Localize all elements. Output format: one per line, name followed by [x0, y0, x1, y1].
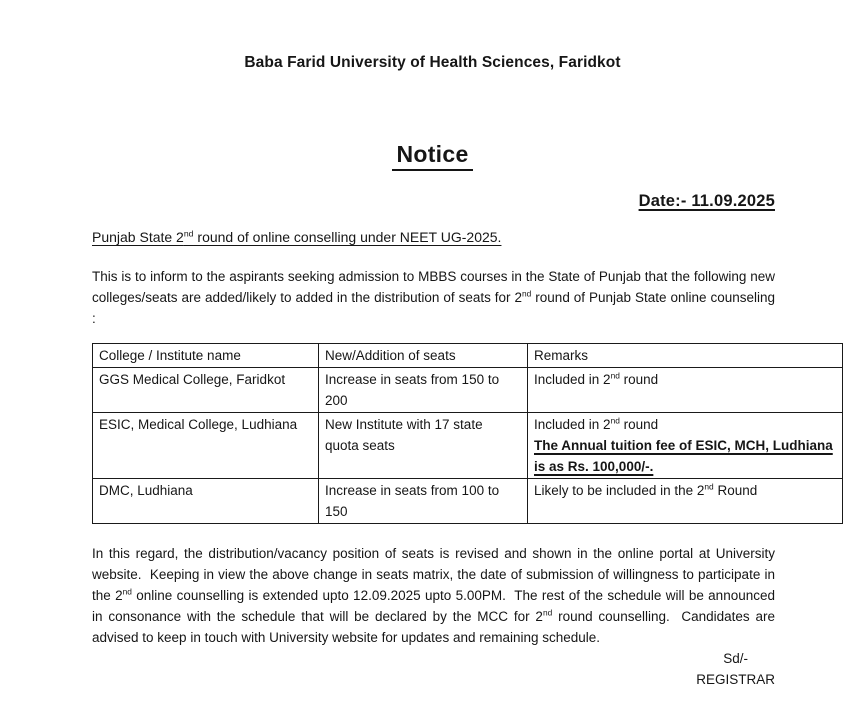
notice-date: Date:- 11.09.2025	[638, 192, 775, 210]
signature-block	[696, 648, 775, 690]
cell-college: GGS Medical College, Faridkot	[93, 368, 319, 413]
col-header-seats: New/Addition of seats	[319, 344, 528, 368]
university-title: Baba Farid University of Health Sciences, Faridkot	[244, 54, 621, 71]
date-row	[0, 192, 865, 211]
table-row	[93, 479, 843, 524]
notice-heading-row	[0, 141, 865, 171]
cell-seats: Increase in seats from 150 to 200	[319, 368, 528, 413]
notice-heading: Notice	[392, 141, 472, 171]
cell-remarks: Likely to be included in the 2nd Round	[528, 479, 843, 524]
col-header-remarks: Remarks	[528, 344, 843, 368]
seats-table	[92, 343, 843, 524]
closing-paragraph: In this regard, the distribution/vacancy position of seats is revised and shown in the online portal at University website. Keeping in view the above change in seats matrix, the date of submission of willingness to participate in the 2nd online counselling is extended upto 12.09.2025 upto 5.00PM. The rest of the schedule will be announced in consonance with the schedule that will be declared by the MCC for 2nd round counselling. Candidates are advised to keep in touch with University website for updates and remaining schedule.	[92, 546, 776, 645]
signature-row	[0, 648, 775, 690]
cell-college: ESIC, Medical College, Ludhiana	[93, 413, 319, 479]
registrar-line: REGISTRAR	[696, 672, 775, 687]
table-row	[93, 368, 843, 413]
seats-table-body	[93, 368, 843, 524]
cell-seats: New Institute with 17 state quota seats	[319, 413, 528, 479]
intro-paragraph: This is to inform to the aspirants seeking admission to MBBS courses in the State of Punjab that the following new colleges/seats are added/likely to added in the distribution of seats for 2nd round of Punjab State online counseling :	[92, 269, 776, 326]
subject-line-row	[92, 228, 775, 246]
cell-college: DMC, Ludhiana	[93, 479, 319, 524]
col-header-college: College / Institute name	[93, 344, 319, 368]
sd-line: Sd/-	[723, 651, 748, 666]
cell-seats: Increase in seats from 100 to 150	[319, 479, 528, 524]
table-header-row	[93, 344, 843, 368]
cell-remarks: Included in 2nd round	[528, 368, 843, 413]
subject-line: Punjab State 2nd round of online conselling under NEET UG-2025.	[92, 228, 502, 245]
cell-remarks: Included in 2nd round The Annual tuition fee of ESIC, MCH, Ludhiana is as Rs. 100,000/-.	[528, 413, 843, 479]
table-row	[93, 413, 843, 479]
